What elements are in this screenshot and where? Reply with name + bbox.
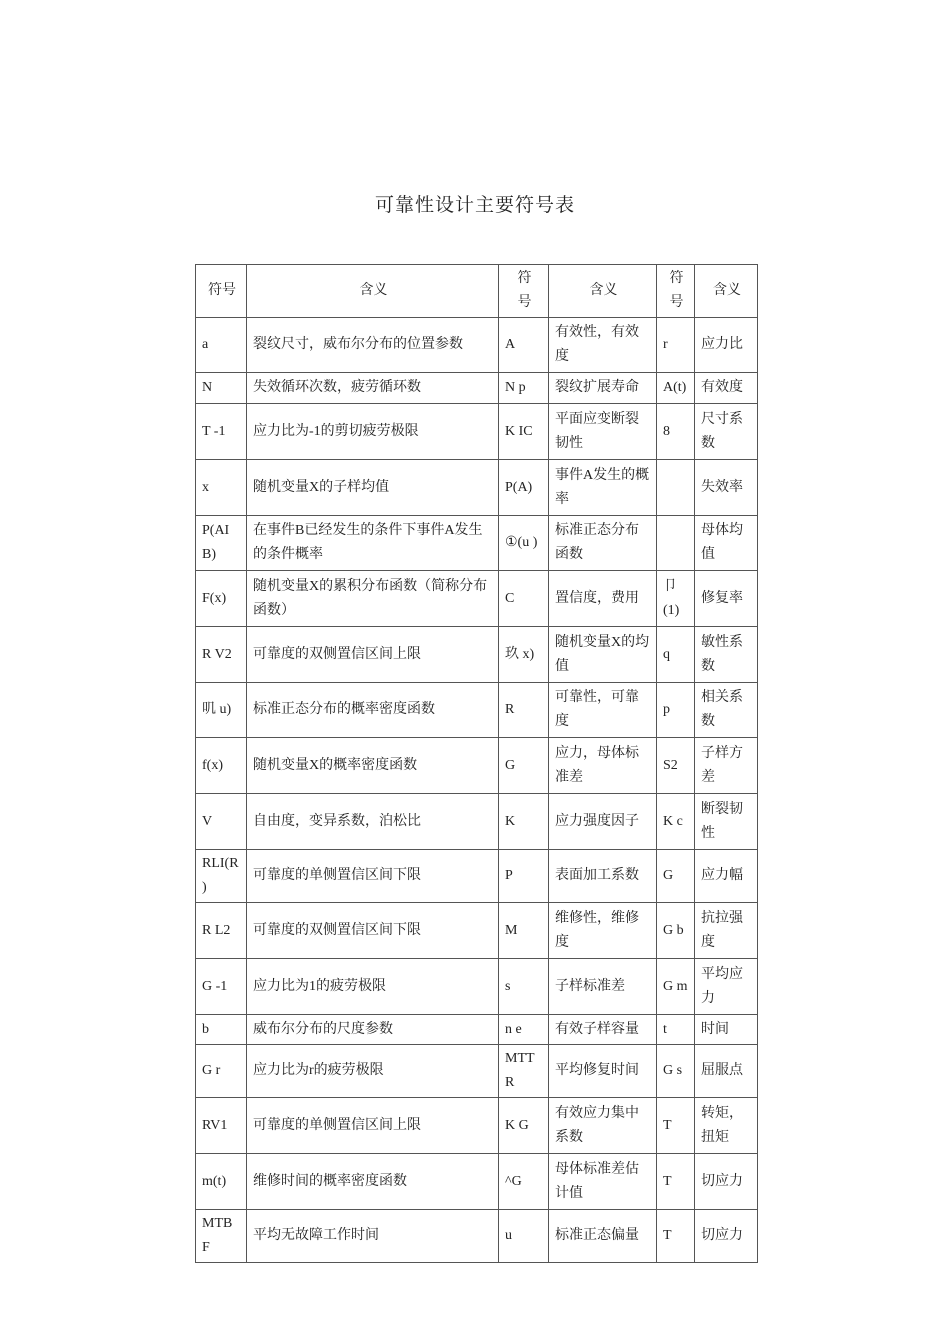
- symbol-cell: G s: [657, 1045, 695, 1098]
- meaning-cell: 随机变量X的均值: [549, 627, 657, 683]
- meaning-cell: 标准正态偏量: [549, 1210, 657, 1263]
- symbol-cell: T: [657, 1154, 695, 1210]
- symbol-cell: N p: [499, 373, 549, 404]
- page-title: 可靠性设计主要符号表: [374, 195, 575, 216]
- meaning-cell: 可靠度的单侧置信区间下限: [247, 850, 499, 903]
- meaning-cell: 失效循环次数，疲劳循环数: [247, 373, 499, 404]
- table-row: [196, 794, 758, 850]
- meaning-cell: 裂纹尺寸，威布尔分布的位置参数: [247, 318, 499, 373]
- symbol-cell: RLI(R ): [196, 850, 247, 903]
- symbol-cell: b: [196, 1015, 247, 1045]
- meaning-cell: 失效率: [695, 460, 758, 516]
- symbol-cell: R L2: [196, 903, 247, 959]
- meaning-cell: 子样标准差: [549, 959, 657, 1015]
- table-row: [196, 318, 758, 373]
- symbol-cell: K G: [499, 1098, 549, 1154]
- meaning-cell: 维修性，维修度: [549, 903, 657, 959]
- header-cell-meaning: 含义: [695, 265, 758, 318]
- meaning-cell: 应力，母体标准差: [549, 738, 657, 794]
- symbol-cell: r: [657, 318, 695, 373]
- symbol-cell: [657, 460, 695, 516]
- symbol-cell: 叽 u): [196, 683, 247, 738]
- meaning-cell: 平均修复时间: [549, 1045, 657, 1098]
- symbol-cell: F(x): [196, 571, 247, 627]
- symbol-cell: [657, 516, 695, 571]
- meaning-cell: 切应力: [695, 1210, 758, 1263]
- table-row: [196, 903, 758, 959]
- meaning-cell: 维修时间的概率密度函数: [247, 1154, 499, 1210]
- symbol-cell: MTT R: [499, 1045, 549, 1098]
- meaning-cell: 有效子样容量: [549, 1015, 657, 1045]
- meaning-cell: 可靠度的双侧置信区间上限: [247, 627, 499, 683]
- symbol-cell: m(t): [196, 1154, 247, 1210]
- symbol-cell: ^G: [499, 1154, 549, 1210]
- symbol-cell: MTB F: [196, 1210, 247, 1263]
- meaning-cell: 可靠性，可靠度: [549, 683, 657, 738]
- symbol-cell: K c: [657, 794, 695, 850]
- meaning-cell: 威布尔分布的尺度参数: [247, 1015, 499, 1045]
- symbol-table: [195, 264, 758, 1263]
- symbol-cell: P(A): [499, 460, 549, 516]
- header-cell-symbol: 符号: [196, 265, 247, 318]
- symbol-cell: R V2: [196, 627, 247, 683]
- meaning-cell: 平均应力: [695, 959, 758, 1015]
- table-header-row: [196, 265, 758, 318]
- header-cell-symbol: 符 号: [657, 265, 695, 318]
- meaning-cell: 应力比为-1的剪切疲劳极限: [247, 404, 499, 460]
- symbol-cell: C: [499, 571, 549, 627]
- symbol-cell: V: [196, 794, 247, 850]
- table-row: [196, 1045, 758, 1098]
- table-row: [196, 516, 758, 571]
- symbol-cell: f(x): [196, 738, 247, 794]
- symbol-cell: K: [499, 794, 549, 850]
- meaning-cell: 应力比: [695, 318, 758, 373]
- header-cell-symbol: 符 号: [499, 265, 549, 318]
- symbol-cell: u: [499, 1210, 549, 1263]
- table-row: [196, 1015, 758, 1045]
- table-row: [196, 738, 758, 794]
- meaning-cell: 转矩，扭矩: [695, 1098, 758, 1154]
- symbol-cell: T -1: [196, 404, 247, 460]
- symbol-cell: s: [499, 959, 549, 1015]
- table-row: [196, 1210, 758, 1263]
- meaning-cell: 母体均值: [695, 516, 758, 571]
- symbol-cell: G m: [657, 959, 695, 1015]
- meaning-cell: 标准正态分布的概率密度函数: [247, 683, 499, 738]
- table-row: [196, 627, 758, 683]
- symbol-cell: 8: [657, 404, 695, 460]
- meaning-cell: 标准正态分布函数: [549, 516, 657, 571]
- symbol-cell: q: [657, 627, 695, 683]
- meaning-cell: 可靠度的单侧置信区间上限: [247, 1098, 499, 1154]
- symbol-cell: p: [657, 683, 695, 738]
- table-row: [196, 373, 758, 404]
- meaning-cell: 平面应变断裂韧性: [549, 404, 657, 460]
- meaning-cell: 有效应力集中系数: [549, 1098, 657, 1154]
- meaning-cell: 母体标准差估计值: [549, 1154, 657, 1210]
- table-row: [196, 1154, 758, 1210]
- meaning-cell: 随机变量X的子样均值: [247, 460, 499, 516]
- table-row: [196, 850, 758, 903]
- meaning-cell: 随机变量X的概率密度函数: [247, 738, 499, 794]
- table-row: [196, 959, 758, 1015]
- symbol-cell: a: [196, 318, 247, 373]
- meaning-cell: 屈服点: [695, 1045, 758, 1098]
- symbol-cell: G -1: [196, 959, 247, 1015]
- symbol-cell: P(AI B): [196, 516, 247, 571]
- symbol-cell: G r: [196, 1045, 247, 1098]
- meaning-cell: 表面加工系数: [549, 850, 657, 903]
- meaning-cell: 切应力: [695, 1154, 758, 1210]
- table-row: [196, 571, 758, 627]
- meaning-cell: 事件A发生的概率: [549, 460, 657, 516]
- symbol-cell: T: [657, 1098, 695, 1154]
- meaning-cell: 自由度，变异系数，泊松比: [247, 794, 499, 850]
- symbol-cell: N: [196, 373, 247, 404]
- symbol-cell: P: [499, 850, 549, 903]
- meaning-cell: 相关系数: [695, 683, 758, 738]
- symbol-cell: n e: [499, 1015, 549, 1045]
- symbol-cell: t: [657, 1015, 695, 1045]
- meaning-cell: 裂纹扩展寿命: [549, 373, 657, 404]
- symbol-cell: A(t): [657, 373, 695, 404]
- meaning-cell: 应力比为r的疲劳极限: [247, 1045, 499, 1098]
- symbol-cell: ①(u ): [499, 516, 549, 571]
- symbol-cell: 玖 x): [499, 627, 549, 683]
- meaning-cell: 置信度，费用: [549, 571, 657, 627]
- symbol-cell: K IC: [499, 404, 549, 460]
- meaning-cell: 抗拉强度: [695, 903, 758, 959]
- meaning-cell: 平均无故障工作时间: [247, 1210, 499, 1263]
- symbol-cell: S2: [657, 738, 695, 794]
- meaning-cell: 尺寸系数: [695, 404, 758, 460]
- symbol-cell: M: [499, 903, 549, 959]
- meaning-cell: 在事件B已经发生的条件下事件A发生的条件概率: [247, 516, 499, 571]
- symbol-cell: G: [499, 738, 549, 794]
- meaning-cell: 有效度: [695, 373, 758, 404]
- meaning-cell: 断裂韧性: [695, 794, 758, 850]
- meaning-cell: 敏性系数: [695, 627, 758, 683]
- symbol-cell: G: [657, 850, 695, 903]
- header-cell-meaning: 含义: [549, 265, 657, 318]
- symbol-cell: G b: [657, 903, 695, 959]
- symbol-cell: A: [499, 318, 549, 373]
- meaning-cell: 应力比为1的疲劳极限: [247, 959, 499, 1015]
- meaning-cell: 时间: [695, 1015, 758, 1045]
- symbol-cell: x: [196, 460, 247, 516]
- header-cell-meaning: 含义: [247, 265, 499, 318]
- meaning-cell: 随机变量X的累积分布函数（简称分布函数）: [247, 571, 499, 627]
- meaning-cell: 应力强度因子: [549, 794, 657, 850]
- table-row: [196, 404, 758, 460]
- table-row: [196, 460, 758, 516]
- symbol-cell: R: [499, 683, 549, 738]
- table-row: [196, 683, 758, 738]
- symbol-cell: T: [657, 1210, 695, 1263]
- meaning-cell: 修复率: [695, 571, 758, 627]
- symbol-cell: RV1: [196, 1098, 247, 1154]
- table-row: [196, 1098, 758, 1154]
- symbol-cell: 卩 (1): [657, 571, 695, 627]
- meaning-cell: 可靠度的双侧置信区间下限: [247, 903, 499, 959]
- meaning-cell: 应力幅: [695, 850, 758, 903]
- meaning-cell: 子样方差: [695, 738, 758, 794]
- meaning-cell: 有效性，有效度: [549, 318, 657, 373]
